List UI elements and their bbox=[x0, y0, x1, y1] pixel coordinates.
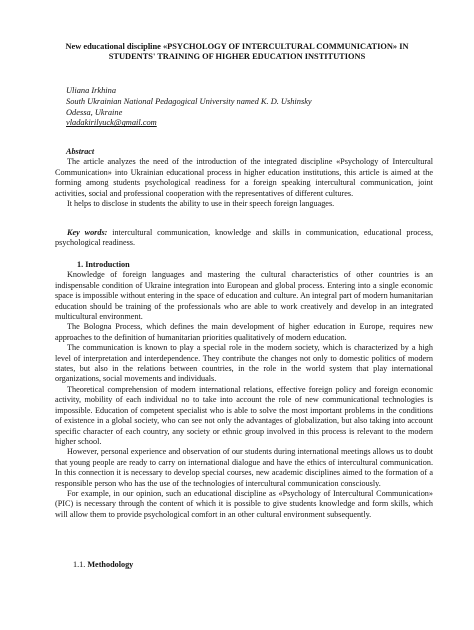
author-email-link[interactable]: vladakirilyuck@gmail.com bbox=[66, 118, 157, 128]
keywords-label: Key words: bbox=[67, 228, 108, 237]
abstract-section bbox=[55, 147, 433, 209]
abstract-paragraph: It helps to disclose in students the ability to use in their speech foreign languages. bbox=[67, 199, 335, 209]
subsection-number: 1.1. bbox=[73, 560, 86, 569]
author-location: Odessa, Ukraine bbox=[66, 107, 123, 117]
body-paragraph: Theoretical comprehension of modern international relations, effective foreign policy and foreign economic activity, mobility of each individual no to take into account the role of new communicational technologies is impossible. Education of competent specialist who is able to solve the most important problems in the conditions of existence in a global society, who can see not only the advantages of globalization, but also taking into account specific character of each country, any society or ethnic group involved in this process is relevant to the modern higher school. bbox=[55, 384, 433, 446]
abstract-heading: Abstract bbox=[66, 147, 95, 156]
keywords-text: intercultural communication, knowledge and skills in communication, educational process, psychological readiness. bbox=[55, 228, 433, 248]
subsection-heading bbox=[55, 560, 433, 570]
body-paragraph: However, personal experience and observation of our students during international meetings allows us to doubt that young people are ready to carry on international dialogue and have the ethics of intercultural communication. In this connection it is necessary to develop special courses, new academic disciplines aimed to the formation of a responsible person who has the use of the technologies of intercultural communication consciously. bbox=[55, 447, 433, 488]
section-heading: 1. Introduction bbox=[77, 260, 130, 269]
introduction-section bbox=[55, 260, 433, 520]
body-paragraph: The Bologna Process, which defines the main development of higher education in Europe, requires new approaches to the definition of humanitarian priorities qualitatively of modern education. bbox=[55, 322, 433, 342]
subsection-title: Methodology bbox=[87, 560, 134, 569]
methodology-section bbox=[55, 560, 433, 570]
author-block bbox=[66, 86, 406, 129]
body-paragraph: For example, in our opinion, such an educational discipline as «Psychology of Intercultural Communication» (PIC) is necessary through the content of which it is possible to give students knowledge and form skills, which will allow them to provide psychological comfort in an other cultural environment subsequently. bbox=[55, 488, 433, 519]
body-paragraph: Knowledge of foreign languages and mastering the cultural characteristics of other countries is an indispensable condition of Ukraine integration into European and global process. Entering into a single economic space is impossible without entering in the space of education and culture. An integral part of modern humanitarian education should be training of the professionals who are able to work creatively and develop in an integrated multicultural environment. bbox=[55, 270, 433, 322]
paper-title: New educational discipline «PSYCHOLOGY OF INTERCULTURAL COMMUNICATION» IN STUDENTS' TRAINING OF HIGHER EDUCATION INSTITUTIONS bbox=[65, 42, 409, 62]
body-paragraph: The communication is known to play a special role in the modern society, which is characterized by a high level of interpretation and interdependence. They contribute the changes not only to domestic politics of modern states, but also in the relations between countries, in the role in the world system that play international organizations, social movements and individuals. bbox=[55, 343, 433, 384]
keywords-section bbox=[55, 228, 433, 249]
author-name: Uliana Irkhina bbox=[66, 86, 117, 95]
author-affiliation: South Ukrainian National Pedagogical University named K. D. Ushinsky bbox=[66, 96, 312, 106]
abstract-paragraph: The article analyzes the need of the introduction of the integrated discipline «Psychology of Intercultural Communication» into Ukrainian educational process in higher education institutions, this article is aimed at the forming among students psychological readiness for a foreign speaking intercultural communication, joint activities, social and professional cooperation with the representatives of different cultures. bbox=[55, 157, 433, 198]
